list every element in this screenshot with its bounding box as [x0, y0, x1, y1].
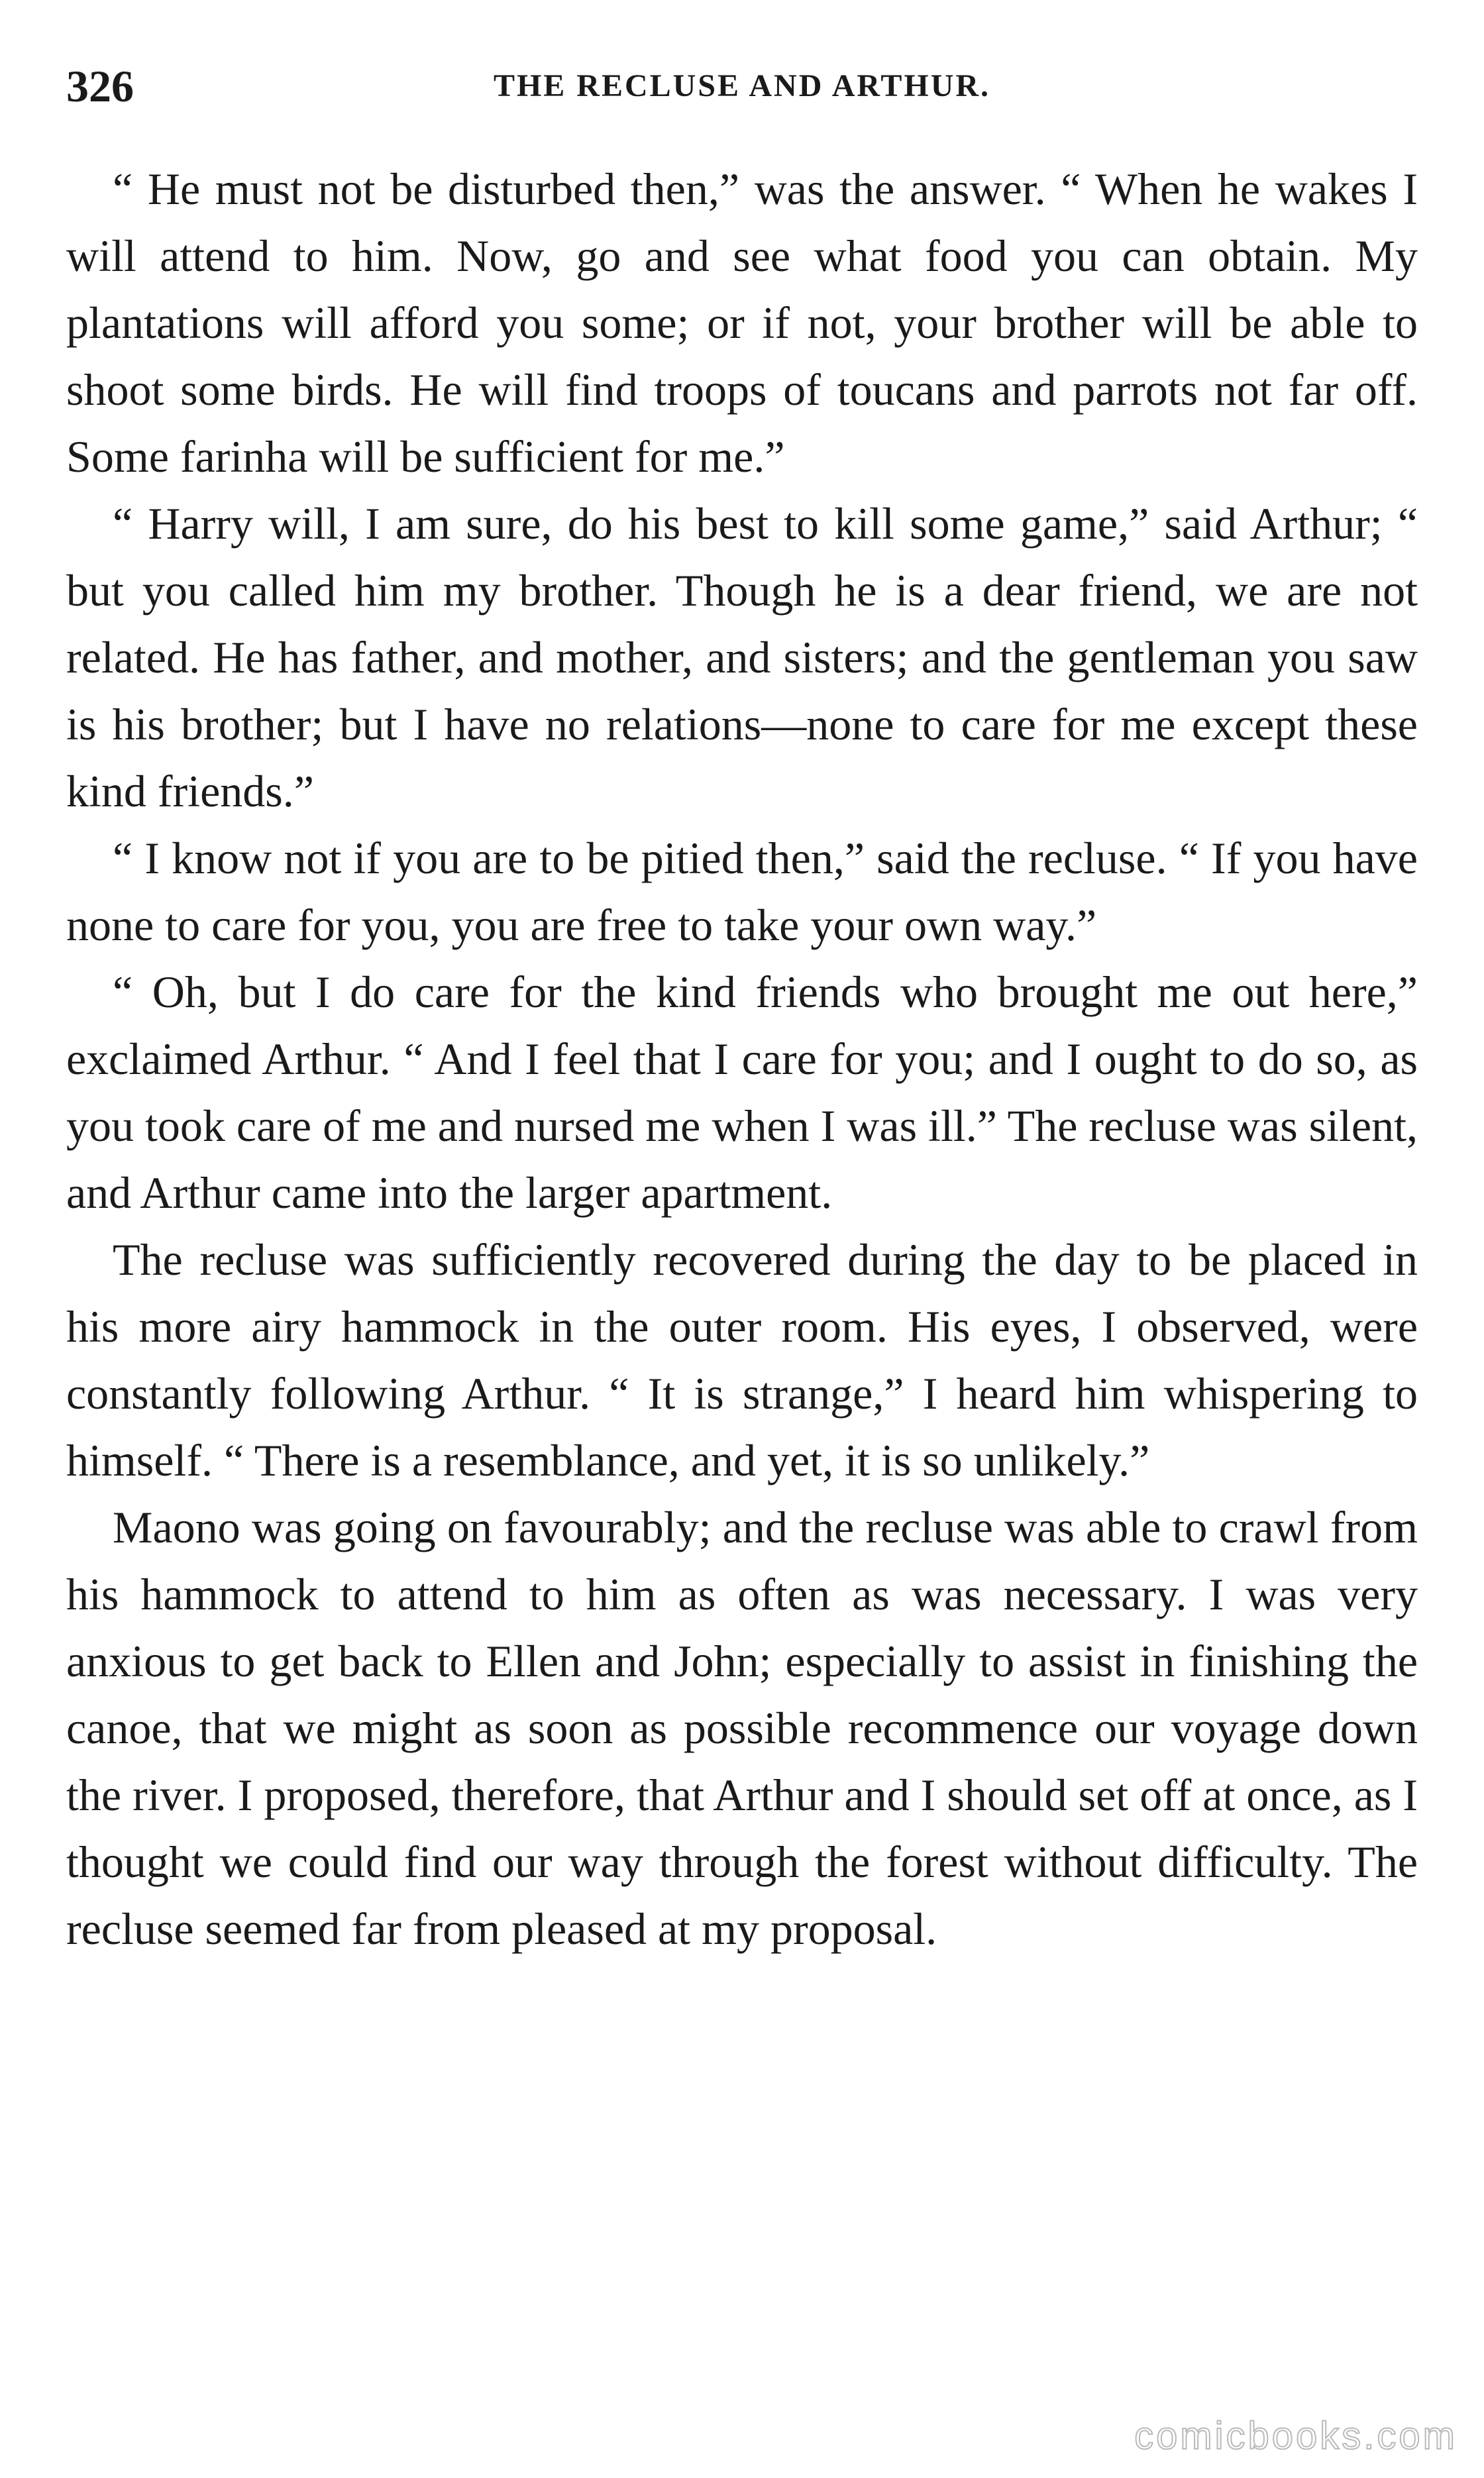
paragraph: “ Oh, but I do care for the kind friends who brought me out here,” exclaimed Arthur. “ And I feel that I care for you; and I ought to do so, as you took care of me and nursed me when I was ill.” The recluse was silent, and Arthur came into the larger apartment.: [66, 967, 1418, 1218]
body-text: [66, 156, 1418, 1963]
paragraph: “ Harry will, I am sure, do his best to kill some game,” said Arthur; “ but you called him my brother. Though he is a dear friend, we are not related. He has father, and mother, and sisters; and the gentleman you saw is his brother; but I have no relations—none to care for me except these kind friends.”: [66, 498, 1418, 816]
page-number: 326: [66, 61, 134, 111]
running-title: THE RECLUSE AND ARTHUR.: [493, 68, 991, 103]
paragraph: “ I know not if you are to be pitied then,” said the recluse. “ If you have none to care for you, you are free to take your own way.”: [66, 833, 1418, 950]
paragraph: The recluse was sufficiently recovered during the day to be placed in his more airy hammock in the outer room. His eyes, I observed, were constantly following Arthur. “ It is strange,” I heard him whispering to himself. “ There is a resemblance, and yet, it is so unlikely.”: [66, 1234, 1418, 1485]
paragraph: Maono was going on favourably; and the recluse was able to crawl from his hammock to attend to him as often as was necessary. I was very anxious to get back to Ellen and John; especially to assist in finishing the canoe, that we might as soon as possible recommence our voyage down the river. I proposed, therefore, that Arthur and I should set off at once, as I thought we could find our way through the forest without difficulty. The recluse seemed far from pleased at my proposal.: [66, 1502, 1418, 1954]
paragraph: “ He must not be disturbed then,” was the answer. “ When he wakes I will attend to him. Now, go and see what food you can obtain. My plantations will afford you some; or if not, your brother will be able to shoot some birds. He will find troops of toucans and parrots not far off. Some farinha will be sufficient for me.”: [66, 164, 1418, 482]
page-header: [66, 53, 1418, 119]
watermark: comicbooks.com: [1134, 2414, 1458, 2457]
